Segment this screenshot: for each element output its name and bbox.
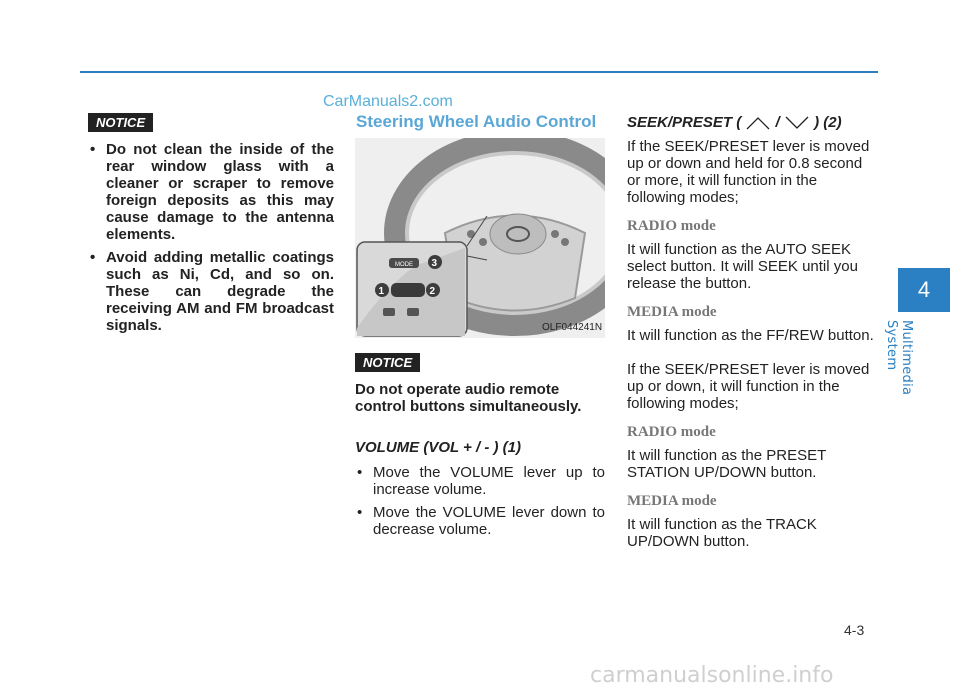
radio-mode-heading-1: RADIO mode [627, 218, 716, 234]
figure-code: OLF044241N [542, 322, 603, 333]
middle-column [355, 381, 605, 544]
chapter-title: Multimedia System [884, 320, 914, 396]
notice-item: • Do not clean the inside of the rear window glass with a cleaner or scraper to remove foreign deposits as this may cause damage to the antenna elements. [88, 141, 334, 243]
seek-heading [627, 114, 879, 131]
notice-badge-left: NOTICE [88, 113, 153, 132]
media-mode-heading-2: MEDIA mode [627, 493, 717, 509]
notice-text: Do not operate audio remote control buttons simultaneously. [355, 381, 582, 415]
steering-wheel-illustration [355, 138, 605, 338]
seek-paragraph-1: If the SEEK/PRESET lever is moved up or down and held for 0.8 second or more, it will function in the following modes; [627, 138, 870, 206]
page-number: 4-3 [844, 622, 865, 638]
left-column [88, 141, 334, 340]
notice-item: • Avoid adding metallic coatings such as Ni, Cd, and so on. These can degrade the receiving AM and FM broadcast signals. [88, 249, 334, 334]
seek-heading-prefix: SEEK/PRESET ( [627, 114, 742, 131]
media-mode-text-1: It will function as the FF/REW button. [627, 327, 874, 344]
callout-3: 3 [431, 258, 438, 269]
radio-mode-text-1: It will function as the AUTO SEEK select button. It will SEEK until you release the button. [627, 241, 858, 292]
notice-list [88, 141, 334, 334]
volume-list [355, 464, 605, 538]
volume-heading: VOLUME (VOL + / - ) (1) [355, 439, 521, 456]
right-column [627, 114, 879, 550]
radio-mode-text-2: It will function as the PRESET STATION UP/DOWN button. [627, 447, 826, 481]
callout-1: 1 [378, 286, 385, 297]
steering-wheel-figure [355, 138, 605, 338]
chapter-tab: 4 [898, 268, 950, 312]
media-mode-text-2: It will function as the TRACK UP/DOWN button. [627, 516, 817, 550]
volume-item: • Move the VOLUME lever up to increase volume. [355, 464, 605, 498]
watermark-bottom: carmanualsonline.info [590, 663, 834, 688]
callout-2: 2 [429, 286, 436, 297]
section-title: Steering Wheel Audio Control [356, 112, 597, 131]
seek-paragraph-2: If the SEEK/PRESET lever is moved up or down, it will function in the following modes; [627, 361, 870, 412]
watermark-top: CarManuals2.com [323, 93, 453, 110]
chevron-down-icon [784, 116, 810, 130]
seek-heading-slash: / [775, 114, 780, 131]
volume-item: • Move the VOLUME lever down to decrease volume. [355, 504, 605, 538]
seek-heading-suffix: ) (2) [814, 114, 842, 131]
radio-mode-heading-2: RADIO mode [627, 424, 716, 440]
header-rule [80, 71, 878, 73]
notice-badge-middle: NOTICE [355, 353, 420, 372]
mode-button-label: MODE [395, 262, 413, 268]
chevron-up-icon [745, 116, 771, 130]
media-mode-heading-1: MEDIA mode [627, 304, 717, 320]
